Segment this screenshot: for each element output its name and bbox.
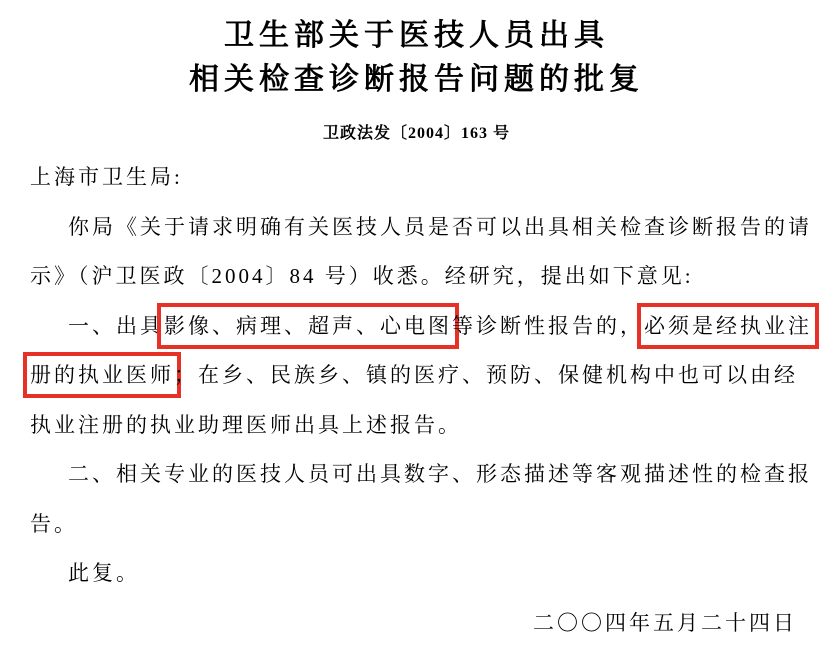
title-line-2: 相关检查诊断报告问题的批复 bbox=[189, 63, 644, 96]
salutation: 上海市卫生局: bbox=[30, 165, 183, 189]
item-2-line-1: 二、相关专业的医技人员可出具数字、形态描述等客观描述性的检查报 bbox=[68, 462, 812, 486]
closing: 此复。 bbox=[68, 561, 140, 585]
document-body bbox=[0, 153, 833, 647]
item-2-line-2: 告。 bbox=[30, 511, 78, 536]
item-1-text-mid: 等诊断性报告的， bbox=[452, 313, 644, 338]
item-1-line-3: 执业注册的执业助理医师出具上述报告。 bbox=[30, 412, 462, 437]
title-line-1: 卫生部关于医技人员出具 bbox=[224, 19, 609, 52]
highlight-box-3: 册的执业医师 bbox=[23, 352, 181, 398]
item-1-text-rest: ；在乡、民族乡、镇的医疗、预防、保健机构中也可以由经 bbox=[174, 363, 798, 387]
paragraph-1-line-2: 示》（沪卫医政〔2004〕84 号）收悉。经研究，提出如下意见: bbox=[30, 264, 694, 288]
highlight-box-2: 必须是经执业注 bbox=[637, 303, 819, 349]
paragraph-1-line-1: 你局《关于请求明确有关医技人员是否可以出具相关检查诊断报告的请 bbox=[68, 214, 812, 239]
document-title bbox=[0, 14, 833, 102]
item-1-text-pre: 一、出具 bbox=[68, 313, 164, 338]
highlight-box-1: 影像、病理、超声、心电图 bbox=[157, 303, 459, 349]
doc-number: 卫政法发〔2004〕163 号 bbox=[322, 125, 510, 142]
item-1-line-1 bbox=[30, 302, 811, 352]
item-1-line-2 bbox=[30, 351, 811, 401]
date-line: 二〇〇四年五月二十四日 bbox=[533, 610, 797, 635]
